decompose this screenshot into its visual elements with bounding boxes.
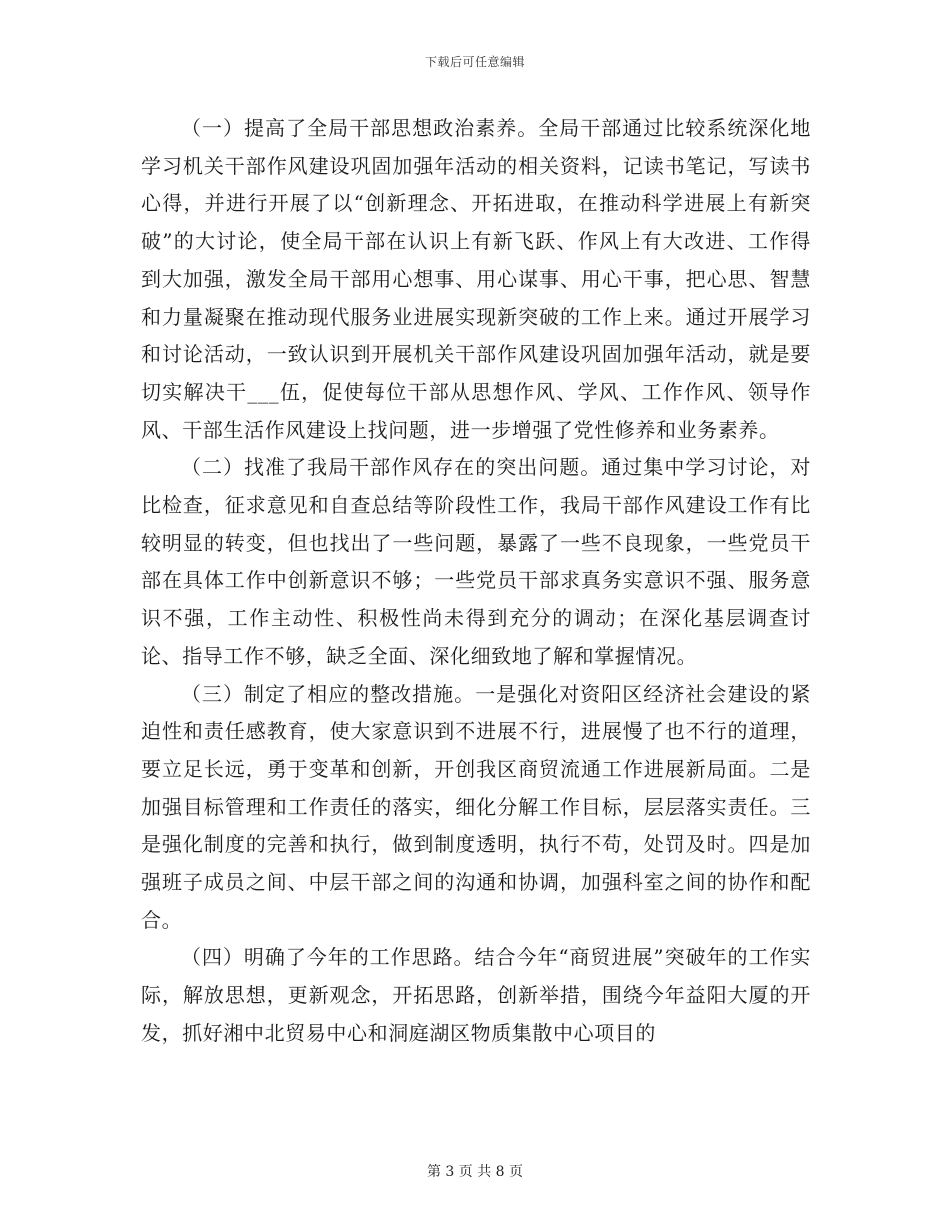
paragraph-4: （四）明确了今年的工作思路。结合今年“商贸进展”突破年的工作实际，解放思想，更新观念，开拓思路，创新举措，围绕今年益阳大厦的开发，抓好湘中北贸易中心和洞庭湖区物质集散中心项目的: [141, 945, 811, 1045]
document-body: [141, 110, 811, 1053]
paragraph-1: （一）提高了全局干部思想政治素养。全局干部通过比较系统深化地学习机关干部作风建设巩固加强年活动的相关资料，记读书笔记，写读书心得，并进行开展了以“创新理念、开拓进取，在推动科学进展上有新突破”的大讨论，使全局干部在认识上有新飞跃、作风上有大改进、工作得到大加强，激发全局干部用心想事、用心谋事、用心干事，把心思、智慧和力量凝聚在推动现代服务业进展实现新突破的工作上来。通过开展学习和讨论活动，一致认识到开展机关干部作风建设巩固加强年活动，就是要切实解决干___伍，促使每位干部从思想作风、学风、工作作风、领导作风、干部生活作风建设上找问题，进一步增强了党性修养和业务素养。: [141, 116, 811, 442]
page-footer: 第 3 页 共 8 页: [426, 1164, 524, 1180]
page-header: 下载后可任意编辑: [424, 55, 525, 69]
paragraph-2: （二）找准了我局干部作风存在的突出问题。通过集中学习讨论，对比检查，征求意见和自查总结等阶段性工作，我局干部作风建设工作有比较明显的转变，但也找出了一些问题，暴露了一些不良现象，一些党员干部在具体工作中创新意识不够；一些党员干部求真务实意识不强、服务意识不强，工作主动性、积极性尚未得到充分的调动；在深化基层调查讨论、指导工作不够，缺乏全面、深化细致地了解和掌握情况。: [141, 455, 811, 668]
paragraph-3: （三）制定了相应的整改措施。一是强化对资阳区经济社会建设的紧迫性和责任感教育，使大家意识到不进展不行，进展慢了也不行的道理，要立足长远，勇于变革和创新，开创我区商贸流通工作进展新局面。二是加强目标管理和工作责任的落实，细化分解工作目标，层层落实责任。三是强化制度的完善和执行，做到制度透明，执行不苟，处罚及时。四是加强班子成员之间、中层干部之间的沟通和协调，加强科室之间的协作和配合。: [141, 681, 811, 932]
